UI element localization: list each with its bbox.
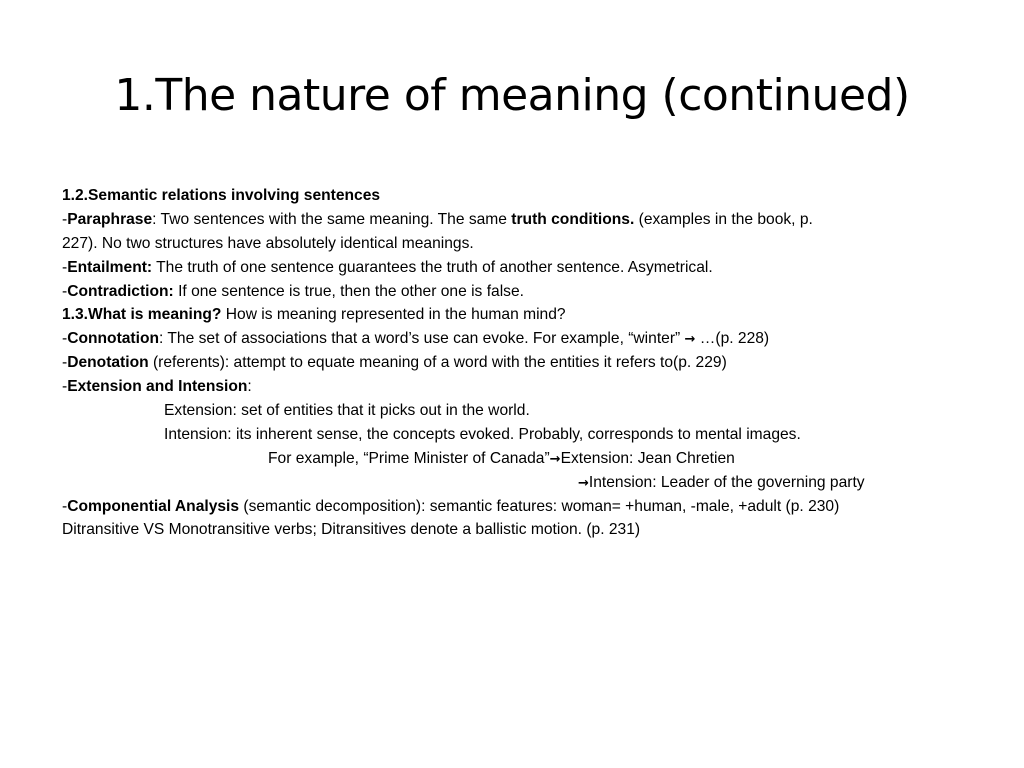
term-extension-intension: Extension and Intension <box>67 378 248 396</box>
extension-definition-line <box>62 399 982 423</box>
entailment-line <box>62 256 982 280</box>
slide-title: 1.The nature of meaning (continued) <box>114 70 910 121</box>
intension-definition: Intension: its inherent sense, the concepts evoked. Probably, corresponds to mental images. <box>164 425 801 443</box>
componential-analysis-text: (semantic decomposition): semantic features: woman= +human, -male, +adult (p. 230) <box>239 497 840 515</box>
heading-what-is-meaning: 1.3.What is meaning? <box>62 306 222 324</box>
paraphrase-text-wrap: 227). No two structures have absolutely identical meanings. <box>62 234 474 252</box>
bullet-dash: - <box>62 282 68 300</box>
bullet-dash: - <box>62 258 68 276</box>
componential-analysis-line <box>62 495 982 519</box>
ditransitive-line <box>62 518 982 542</box>
slide-body <box>62 184 982 542</box>
paraphrase-text: : Two sentences with the same meaning. The same <box>152 210 512 228</box>
example-text: For example, “Prime Minister of Canada” <box>268 449 550 467</box>
paraphrase-line <box>62 208 982 232</box>
paraphrase-text-cont: (examples in the book, p. <box>634 210 813 228</box>
term-componential-analysis: Componential Analysis <box>67 497 240 515</box>
contradiction-line <box>62 280 982 304</box>
heading-semantic-relations <box>62 184 982 208</box>
term-entailment: Entailment: <box>67 258 153 276</box>
term-truth-conditions: truth conditions. <box>511 210 635 228</box>
contradiction-text: If one sentence is true, then the other one is false. <box>173 282 524 300</box>
bullet-dash: - <box>62 497 68 515</box>
paraphrase-line-cont <box>62 232 982 256</box>
term-denotation: Denotation <box>67 354 149 372</box>
what-is-meaning-text: How is meaning represented in the human mind? <box>221 306 566 324</box>
denotation-text: (referents): attempt to equate meaning of a word with the entities it refers to(p. 229) <box>148 354 727 372</box>
heading-text: 1.2.Semantic relations involving sentences <box>62 187 381 204</box>
bullet-dash: - <box>62 378 68 396</box>
bullet-dash: - <box>62 354 68 372</box>
term-connotation: Connotation <box>67 330 160 348</box>
connotation-text: : The set of associations that a word’s use can evoke. For example, “winter” <box>159 330 685 348</box>
colon: : <box>247 378 252 396</box>
arrow-right-icon: → <box>684 332 696 348</box>
term-contradiction: Contradiction: <box>67 282 174 300</box>
term-paraphrase: Paraphrase <box>67 210 153 228</box>
bullet-dash: - <box>62 210 68 228</box>
intension-definition-line <box>62 423 982 447</box>
example-intension: Intension: Leader of the governing party <box>588 473 865 491</box>
example-extension: Extension: Jean Chretien <box>560 449 735 467</box>
what-is-meaning-line <box>62 303 982 327</box>
connotation-text-cont: …(p. 228) <box>695 330 770 348</box>
extension-intension-line <box>62 375 982 399</box>
entailment-text: The truth of one sentence guarantees the truth of another sentence. Asymetrical. <box>152 258 713 276</box>
ditransitive-text: Ditransitive VS Monotransitive verbs; Ditransitives denote a ballistic motion. (p. 231) <box>62 521 641 539</box>
arrow-right-icon: → <box>578 475 589 491</box>
example-intension-line <box>62 471 982 495</box>
bullet-dash: - <box>62 330 68 348</box>
extension-definition: Extension: set of entities that it picks out in the world. <box>164 402 530 420</box>
arrow-right-icon: → <box>549 451 561 467</box>
example-line <box>62 447 982 471</box>
denotation-line <box>62 351 982 375</box>
connotation-line <box>62 327 982 351</box>
